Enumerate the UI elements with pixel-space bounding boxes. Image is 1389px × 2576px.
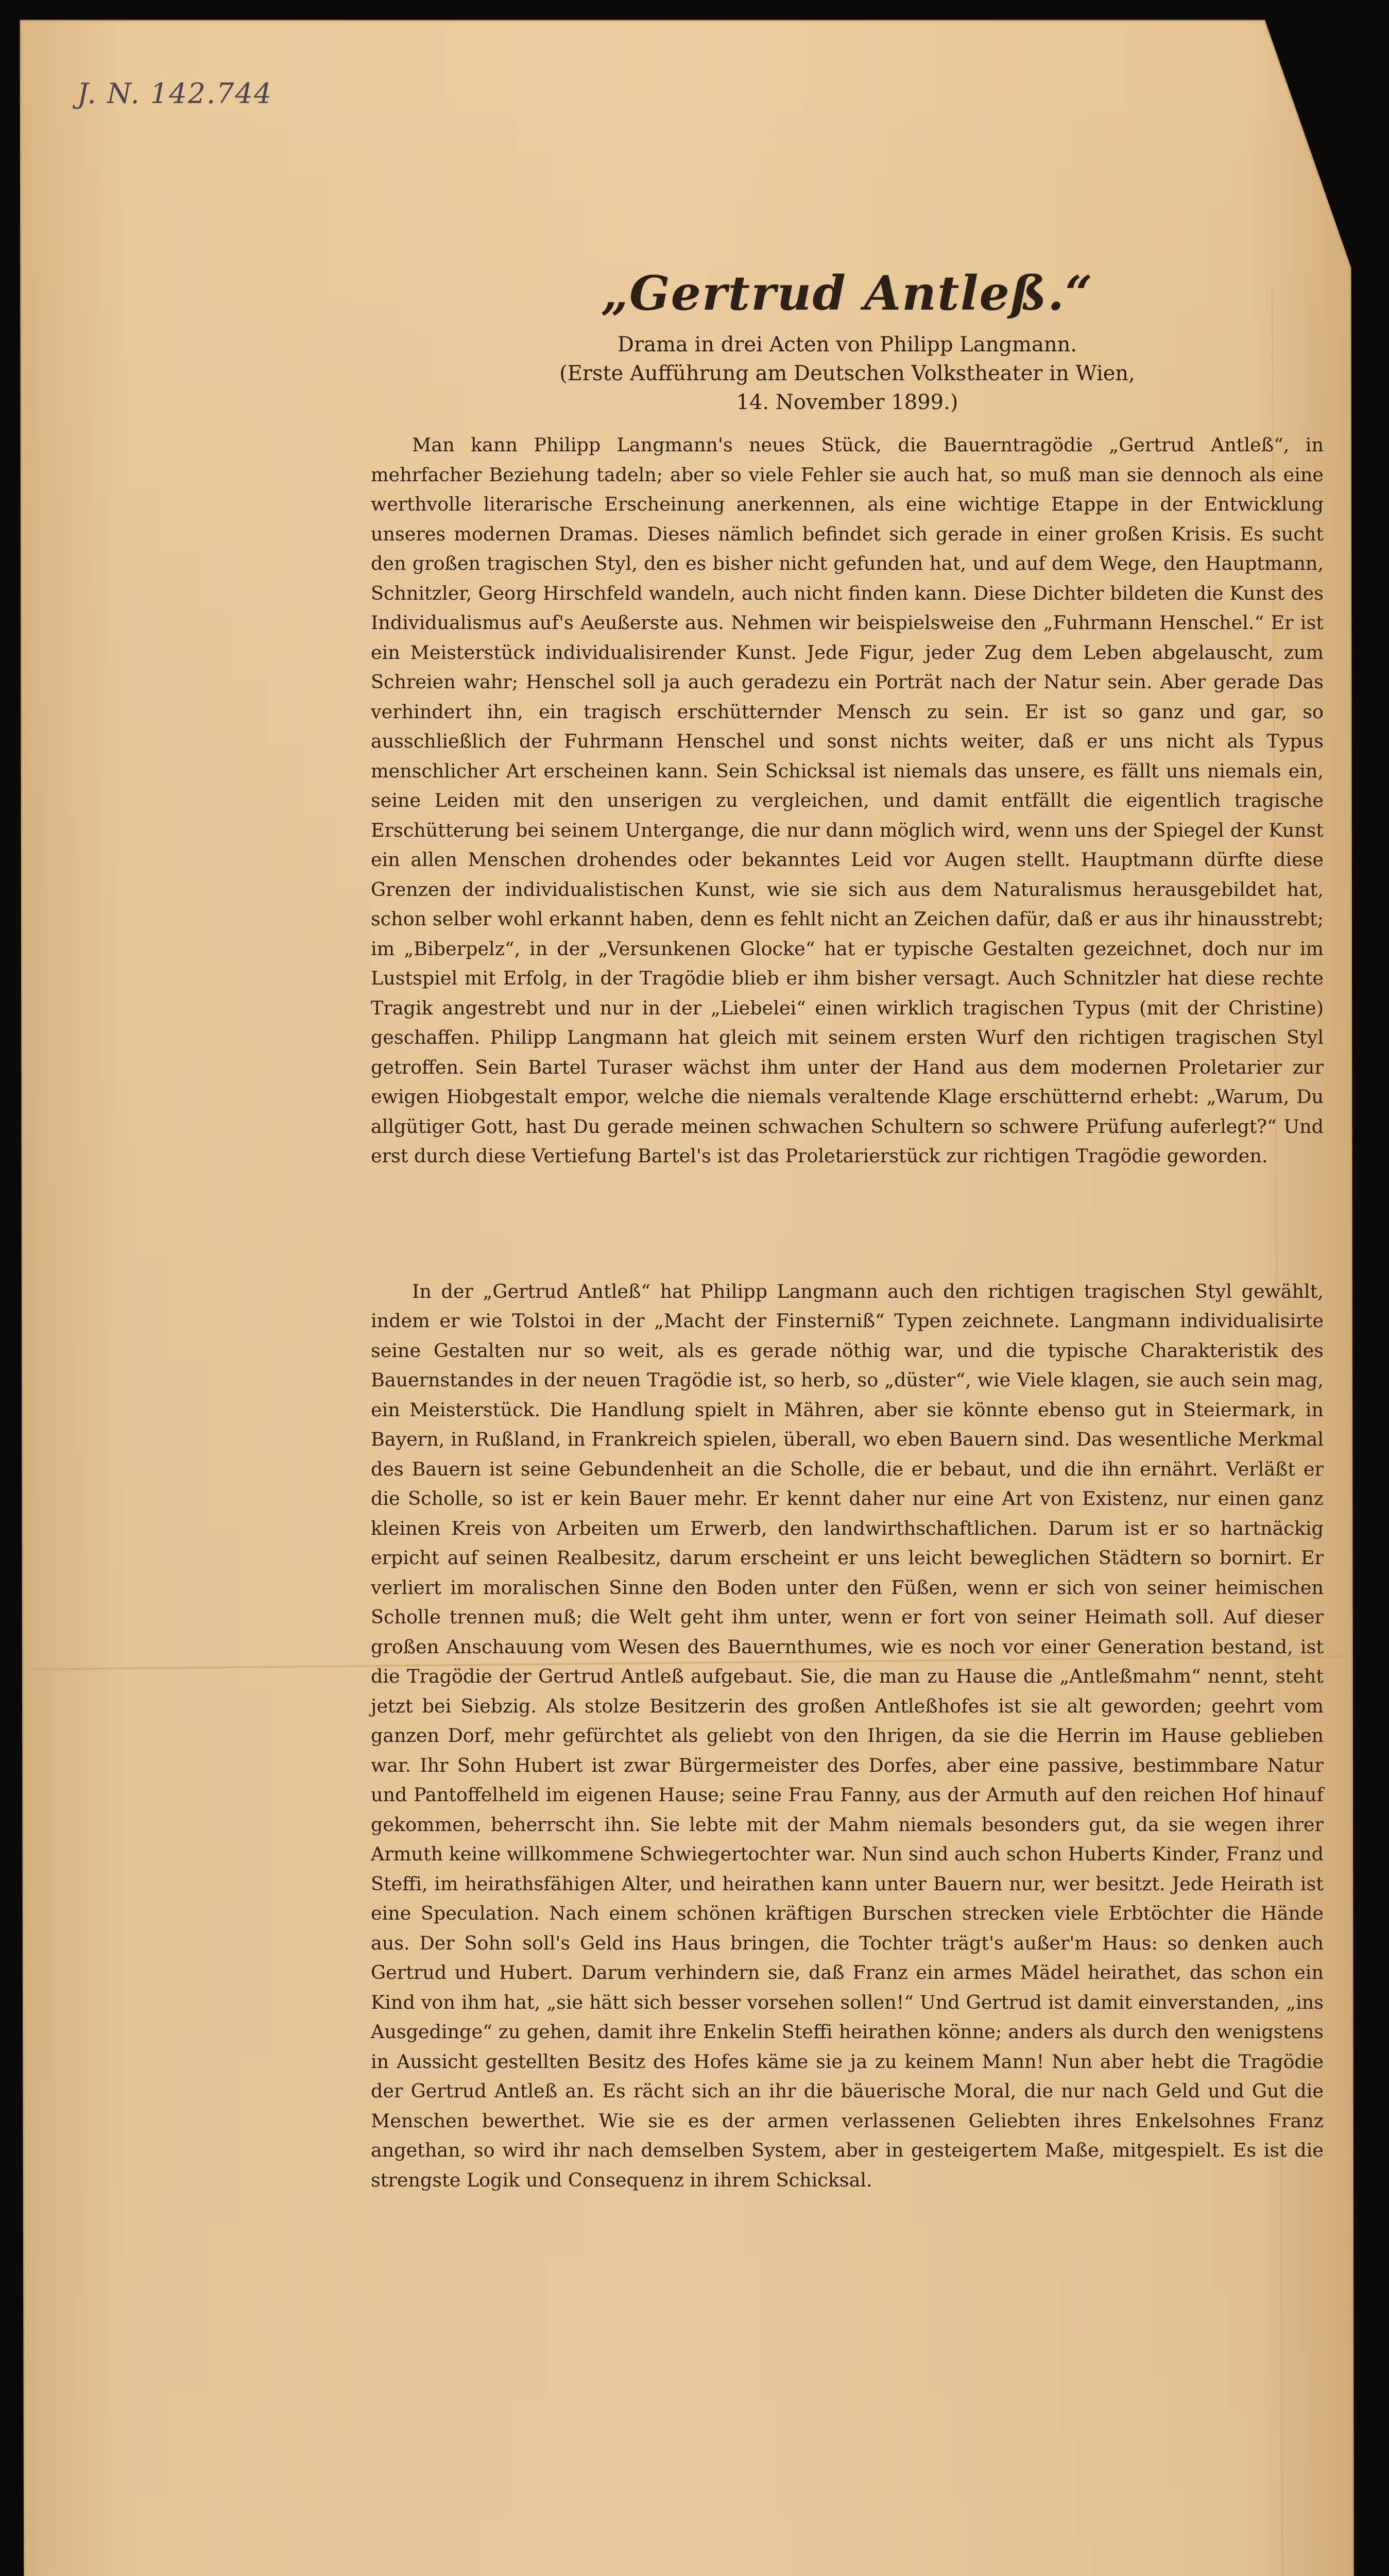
subtitle-line: 14. November 1899.) bbox=[736, 391, 958, 414]
subtitle-line: (Erste Aufführung am Deutschen Volkstheater in Wien, bbox=[559, 362, 1135, 385]
article-paragraph: Man kann Philipp Langmann's neues Stück, die Bauerntragödie „Gertrud Antleß“, in mehrfacher Beziehung tadeln; aber so viele Fehler sie auch hat, so muß man sie dennoch als eine werthvolle literarische Erscheinung anerkennen, als eine wichtige Etappe in der Entwicklung unseres modernen Dramas. Dieses nämlich befindet sich gerade in einer großen Krisis. Es sucht den großen tragischen Styl, den es bisher nicht gefunden hat, und auf dem Wege, den Hauptmann, Schnitzler, Georg Hirschfeld wandeln, auch nicht finden kann. Diese Dichter bildeten die Kunst des Individualismus auf's Aeußerste aus. Nehmen wir beispielsweise den „Fuhrmann Henschel.“ Er ist ein Meisterstück individualisirender Kunst. Jede Figur, jeder Zug dem Leben abgelauscht, zum Schreien wahr; Henschel soll ja auch geradezu ein Porträt nach der Natur sein. Aber gerade Das verhindert ihn, ein tragisch erschütternder Mensch zu sein. Er ist so ganz und gar, so ausschließlich der Fuhrmann Henschel und sonst nichts weiter, daß er uns nicht als Typus menschlicher Art erscheinen kann. Sein Schicksal ist niemals das unsere, es fällt uns niemals ein, seine Leiden mit den unserigen zu vergleichen, und damit entfällt die eigentlich tragische Erschütterung bei seinem Untergange, die nur dann möglich wird, wenn uns der Spiegel der Kunst ein allen Menschen drohendes oder bekanntes Leid vor Augen stellt. Hauptmann dürfte diese Grenzen der individualistischen Kunst, wie sie sich aus dem Naturalismus herausgebildet hat, schon selber wohl erkannt haben, denn es fehlt nicht an Zeichen dafür, daß er aus ihr hinausstrebt; im „Biberpelz“, in der „Versunkenen Glocke“ hat er typische Gestalten gezeichnet, doch nur im Lustspiel mit Erfolg, in der Tragödie blieb er ihm bisher versagt. Auch Schnitzler hat diese rechte Tragik angestrebt und nur in der „Liebelei“ einen wirklich tragischen Typus (mit der Christine) geschaffen. Philipp Langmann hat gleich mit seinem ersten Wurf den richtigen tragischen Styl getroffen. Sein Bartel Turaser wächst ihm unter der Hand aus dem modernen Proletarier zur ewigen Hiobgestalt empor, welche die niemals veraltende Klage erschütternd erhebt: „Warum, Du allgütiger Gott, hast Du gerade meinen schwachen Schultern so schwere Prüfung auferlegt?“ Und erst durch diese Vertiefung Bartel's ist das Proletarierstück zur richtigen Tragödie geworden. bbox=[371, 434, 1324, 1167]
subtitle-line: Drama in drei Acten von Philipp Langmann. bbox=[617, 333, 1077, 357]
article-paragraph: In der „Gertrud Antleß“ hat Philipp Langmann auch den richtigen tragischen Styl gewählt, indem er wie Tolstoi in der „Macht der Finsterniß“ Typen zeichnete. Langmann individualisirte seine Gestalten nur so weit, als es gerade nöthig war, und die typische Charakteristik des Bauernstandes in der neuen Tragödie ist, so herb, so „düster“, wie Viele klagen, sie auch sein mag, ein Meisterstück. Die Handlung spielt in Mähren, aber sie könnte ebenso gut in Steiermark, in Bayern, in Rußland, in Frankreich spielen, überall, wo eben Bauern sind. Das wesentliche Merkmal des Bauern ist seine Gebundenheit an die Scholle, die er bebaut, und die ihn ernährt. Verläßt er die Scholle, so ist er kein Bauer mehr. Er kennt daher nur eine Art von Existenz, nur einen ganz kleinen Kreis von Arbeiten um Erwerb, den landwirthschaftlichen. Darum ist er so hartnäckig erpicht auf seinen Realbesitz, darum erscheint er uns leicht beweglichen Städtern so bornirt. Er verliert im moralischen Sinne den Boden unter den Füßen, wenn er sich von seiner heimischen Scholle trennen muß; die Welt geht ihm unter, wenn er fort von seiner Heimath soll. Auf dieser großen Anschauung vom Wesen des Bauernthumes, wie es noch vor einer Generation bestand, ist die Tragödie der Gertrud Antleß aufgebaut. Sie, die man zu Hause die „Antleßmahm“ nennt, steht jetzt bei Siebzig. Als stolze Besitzerin des großen Antleßhofes ist sie alt geworden; geehrt vom ganzen Dorf, mehr gefürchtet als geliebt von den Ihrigen, da sie die Herrin im Hause geblieben war. Ihr Sohn Hubert ist zwar Bürgermeister des Dorfes, aber eine passive, bestimmbare Natur und Pantoffelheld im eigenen Hause; seine Frau Fanny, aus der Armuth auf den reichen Hof hinauf gekommen, beherrscht ihn. Sie lebte mit der Mahm niemals besonders gut, da sie wegen ihrer Armuth keine willkommene Schwiegertochter war. Nun sind auch schon Huberts Kinder, Franz und Steffi, im heirathsfähigen Alter, und heirathen kann unter Bauern nur, wer besitzt. Jede Heirath ist eine Speculation. Nach einem schönen kräftigen Burschen strecken viele Erbtöchter die Hände aus. Der Sohn soll's Geld ins Haus bringen, die Tochter trägt's außer'm Haus: so denken auch Gertrud und Hubert. Darum verhindern sie, daß Franz ein armes Mädel heirathet, das schon ein Kind von ihm hat, „sie hätt sich besser vorsehen sollen!“ Und Gertrud ist damit einverstanden, „ins Ausgedinge“ zu gehen, damit ihre Enkelin Steffi heirathen könne; anders als durch den wenigstens in Aussicht gestellten Besitz des Hofes käme sie ja zu keinem Mann! Nun aber hebt die Tragödie der Gertrud Antleß an. Es rächt sich an ihr die bäuerische Moral, die nur nach Geld und Gut die Menschen bewerthet. Wie sie es der armen verlassenen Geliebten ihres Enkelsohnes Franz angethan, so wird ihr nach demselben System, aber in gesteigertem Maße, mitgespielt. Es ist die strengste Logik und Consequenz in ihrem Schicksal. bbox=[371, 1280, 1324, 2191]
archive-handwritten-note: J. N. 142.744 bbox=[77, 77, 273, 110]
article-title: „Gertrud Antleß.“ bbox=[601, 265, 1093, 321]
article bbox=[371, 265, 1324, 2195]
article-subtitle bbox=[371, 330, 1324, 417]
paragraph-spacer bbox=[371, 1171, 1324, 1277]
